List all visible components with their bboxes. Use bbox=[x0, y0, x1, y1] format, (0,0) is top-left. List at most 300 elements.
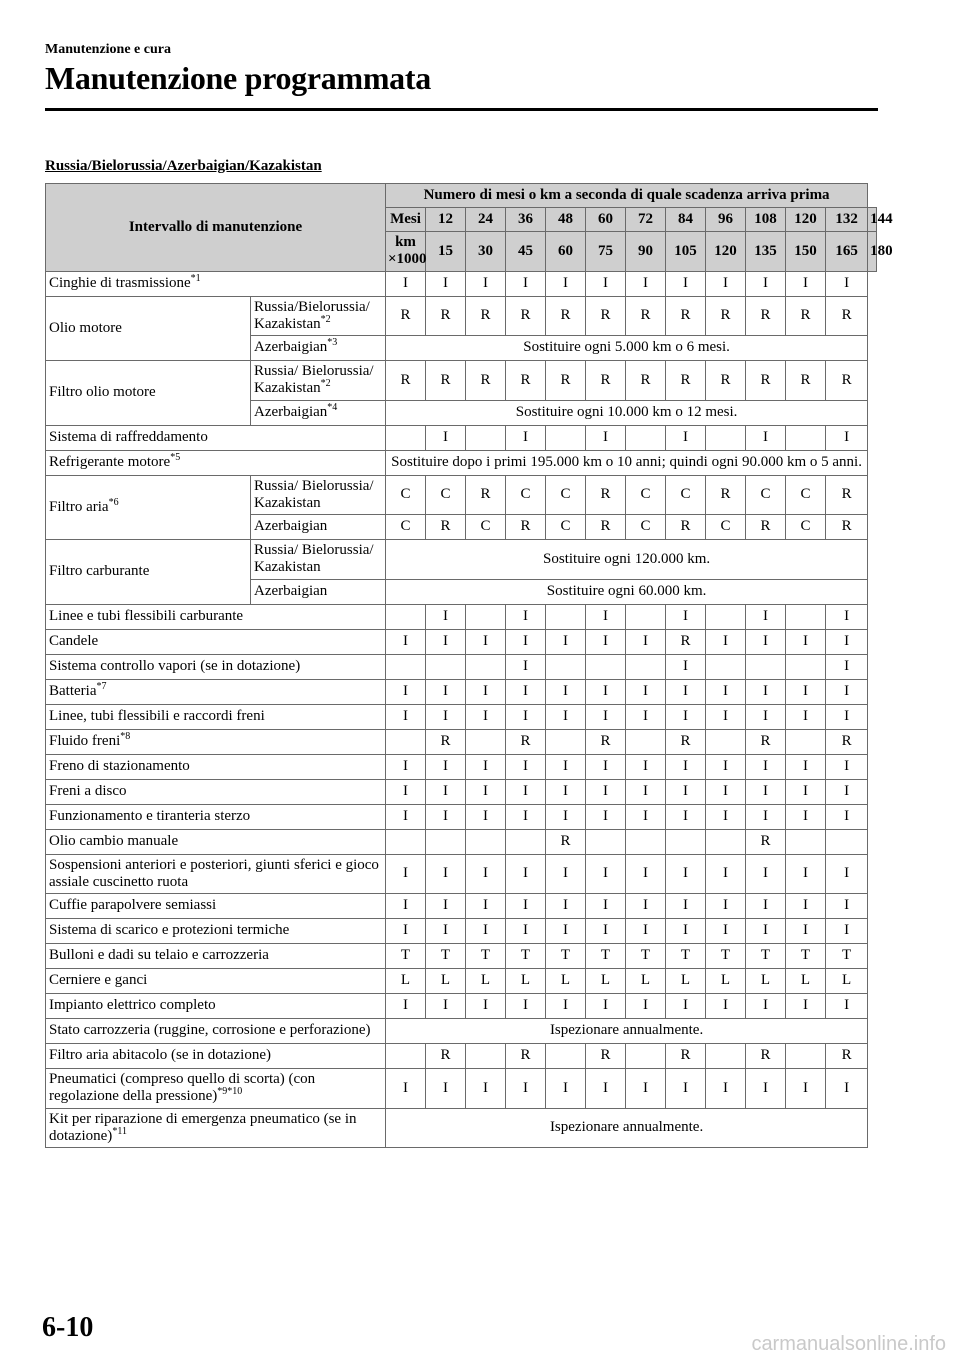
interval-value: I bbox=[466, 894, 506, 919]
item-name bbox=[46, 729, 386, 754]
region-sublabel bbox=[251, 361, 386, 401]
item-label: Filtro aria abitacolo (se in dotazione) bbox=[49, 1047, 272, 1064]
interval-value: R bbox=[666, 729, 706, 754]
interval-value: R bbox=[666, 361, 706, 401]
maintenance-schedule bbox=[45, 183, 893, 1148]
interval-value: I bbox=[626, 679, 666, 704]
interval-value: R bbox=[506, 515, 546, 540]
interval-value: I bbox=[386, 894, 426, 919]
region-sublabel-text: Azerbaigian bbox=[254, 518, 328, 535]
interval-value: I bbox=[826, 1069, 868, 1109]
interval-value: R bbox=[506, 1044, 546, 1069]
interval-value: R bbox=[666, 629, 706, 654]
interval-value: I bbox=[666, 754, 706, 779]
interval-value bbox=[466, 654, 506, 679]
interval-value: I bbox=[586, 629, 626, 654]
interval-value bbox=[586, 829, 626, 854]
item-label: Sistema di scarico e protezioni termiche bbox=[49, 922, 290, 939]
interval-value: I bbox=[626, 779, 666, 804]
interval-value: I bbox=[826, 804, 868, 829]
km-cell: 135 bbox=[746, 232, 786, 272]
interval-value: I bbox=[626, 271, 666, 296]
interval-value bbox=[626, 604, 666, 629]
item-name bbox=[46, 296, 251, 361]
interval-value: I bbox=[746, 919, 786, 944]
interval-value: C bbox=[466, 515, 506, 540]
interval-value: T bbox=[826, 944, 868, 969]
interval-value bbox=[706, 729, 746, 754]
interval-value: R bbox=[826, 515, 868, 540]
footnote-marker: *9*10 bbox=[217, 1086, 243, 1098]
table-row bbox=[46, 944, 877, 969]
months-cell: 60 bbox=[586, 208, 626, 232]
interval-value: R bbox=[586, 475, 626, 515]
interval-value: I bbox=[586, 779, 626, 804]
interval-value: I bbox=[746, 425, 786, 450]
interval-value bbox=[626, 654, 666, 679]
item-label: Freni a disco bbox=[49, 782, 127, 799]
interval-value: T bbox=[746, 944, 786, 969]
interval-value: R bbox=[746, 1044, 786, 1069]
footnote-marker: *8 bbox=[120, 730, 131, 742]
interval-value: I bbox=[586, 704, 626, 729]
item-name bbox=[46, 629, 386, 654]
interval-value: R bbox=[666, 296, 706, 336]
interval-value bbox=[626, 829, 666, 854]
interval-value: I bbox=[386, 754, 426, 779]
interval-value: I bbox=[386, 679, 426, 704]
interval-value: I bbox=[386, 1069, 426, 1109]
interval-value: C bbox=[626, 475, 666, 515]
interval-value: I bbox=[786, 1069, 826, 1109]
footnote-marker: *7 bbox=[96, 680, 107, 692]
interval-value bbox=[786, 604, 826, 629]
interval-value: I bbox=[546, 804, 586, 829]
interval-value: C bbox=[666, 475, 706, 515]
km-cell: 180 bbox=[868, 232, 877, 272]
km-cell: 165 bbox=[826, 232, 868, 272]
table-row bbox=[46, 779, 877, 804]
interval-value: I bbox=[706, 804, 746, 829]
months-cell: 96 bbox=[706, 208, 746, 232]
interval-value bbox=[706, 425, 746, 450]
interval-value: I bbox=[746, 704, 786, 729]
region-sublabel bbox=[251, 475, 386, 515]
interval-value: R bbox=[706, 296, 746, 336]
interval-value bbox=[706, 604, 746, 629]
interval-value: I bbox=[586, 994, 626, 1019]
interval-value: T bbox=[426, 944, 466, 969]
table-row bbox=[46, 829, 877, 854]
interval-value: I bbox=[826, 779, 868, 804]
interval-value: I bbox=[466, 854, 506, 894]
interval-value: L bbox=[506, 969, 546, 994]
interval-value: I bbox=[786, 919, 826, 944]
km-cell: 105 bbox=[666, 232, 706, 272]
interval-value: T bbox=[666, 944, 706, 969]
interval-value: T bbox=[546, 944, 586, 969]
interval-value: I bbox=[466, 629, 506, 654]
item-label: Sistema di raffreddamento bbox=[49, 428, 208, 445]
interval-value bbox=[386, 604, 426, 629]
interval-value: I bbox=[666, 919, 706, 944]
interval-value: I bbox=[426, 854, 466, 894]
interval-value: I bbox=[586, 425, 626, 450]
interval-value: I bbox=[586, 271, 626, 296]
interval-value: R bbox=[746, 515, 786, 540]
interval-value: R bbox=[746, 729, 786, 754]
interval-value: R bbox=[826, 475, 868, 515]
table-row bbox=[46, 271, 877, 296]
item-label: Stato carrozzeria (ruggine, corrosione e perforazione) bbox=[49, 1022, 371, 1039]
item-name bbox=[46, 475, 251, 540]
interval-value: I bbox=[706, 779, 746, 804]
interval-value: L bbox=[666, 969, 706, 994]
item-label: Freno di stazionamento bbox=[49, 757, 190, 774]
interval-value: I bbox=[466, 779, 506, 804]
interval-value: I bbox=[666, 804, 706, 829]
interval-instruction: Ispezionare annualmente. bbox=[386, 1019, 868, 1044]
interval-value: C bbox=[426, 475, 466, 515]
item-label: Bulloni e dadi su telaio e carrozzeria bbox=[49, 947, 269, 964]
interval-value: I bbox=[826, 629, 868, 654]
interval-value: R bbox=[706, 361, 746, 401]
item-name bbox=[46, 854, 386, 894]
interval-value: R bbox=[786, 296, 826, 336]
region-sublabel bbox=[251, 336, 386, 361]
item-name bbox=[46, 1019, 386, 1044]
interval-value: I bbox=[426, 704, 466, 729]
interval-value bbox=[386, 1044, 426, 1069]
interval-value: R bbox=[426, 361, 466, 401]
interval-value bbox=[626, 425, 666, 450]
interval-value: C bbox=[386, 475, 426, 515]
interval-value: L bbox=[786, 969, 826, 994]
interval-value: I bbox=[426, 779, 466, 804]
interval-value: I bbox=[386, 704, 426, 729]
interval-value: I bbox=[426, 994, 466, 1019]
interval-header: Intervallo di manutenzione bbox=[46, 184, 386, 272]
item-label: Filtro carburante bbox=[49, 563, 150, 580]
interval-value: I bbox=[466, 679, 506, 704]
item-name bbox=[46, 1044, 386, 1069]
item-label: Filtro olio motore bbox=[49, 384, 156, 401]
interval-value: I bbox=[546, 1069, 586, 1109]
region-sublabel bbox=[251, 296, 386, 336]
interval-value: I bbox=[746, 854, 786, 894]
interval-value: R bbox=[826, 729, 868, 754]
interval-value: I bbox=[426, 679, 466, 704]
interval-value: L bbox=[386, 969, 426, 994]
interval-value bbox=[786, 1044, 826, 1069]
interval-value: I bbox=[426, 604, 466, 629]
interval-value: I bbox=[506, 654, 546, 679]
interval-value: I bbox=[626, 919, 666, 944]
table-row bbox=[46, 1108, 877, 1148]
interval-value: R bbox=[706, 475, 746, 515]
table-body bbox=[46, 271, 877, 1148]
interval-value: I bbox=[746, 894, 786, 919]
interval-value: I bbox=[666, 271, 706, 296]
table-row bbox=[46, 919, 877, 944]
interval-value: I bbox=[506, 629, 546, 654]
interval-value: I bbox=[386, 271, 426, 296]
interval-value: I bbox=[826, 994, 868, 1019]
span-header: Numero di mesi o km a seconda di quale scadenza arriva prima bbox=[386, 184, 868, 208]
interval-value bbox=[586, 654, 626, 679]
interval-value: I bbox=[826, 919, 868, 944]
table-row bbox=[46, 475, 877, 515]
interval-value bbox=[746, 654, 786, 679]
interval-value: R bbox=[586, 361, 626, 401]
interval-value: I bbox=[386, 804, 426, 829]
interval-value: I bbox=[666, 1069, 706, 1109]
interval-value: I bbox=[626, 804, 666, 829]
table-row bbox=[46, 894, 877, 919]
item-label: Sospensioni anteriori e posteriori, giunti sferici e gioco assiale cuscinetto ruota bbox=[49, 856, 379, 890]
interval-value: I bbox=[706, 271, 746, 296]
item-name bbox=[46, 779, 386, 804]
interval-value: T bbox=[586, 944, 626, 969]
interval-value: R bbox=[826, 361, 868, 401]
interval-value: I bbox=[826, 654, 868, 679]
interval-value: R bbox=[426, 729, 466, 754]
interval-value: I bbox=[746, 679, 786, 704]
interval-value: R bbox=[666, 515, 706, 540]
interval-value: T bbox=[386, 944, 426, 969]
region-sublabel-text: Russia/ Bielorussia/ Kazakistan bbox=[254, 542, 374, 576]
interval-value: I bbox=[746, 271, 786, 296]
interval-value: L bbox=[826, 969, 868, 994]
interval-value: I bbox=[826, 271, 868, 296]
interval-value: I bbox=[666, 425, 706, 450]
footnote-marker: *5 bbox=[170, 451, 181, 463]
interval-value: I bbox=[546, 704, 586, 729]
item-name bbox=[46, 994, 386, 1019]
item-name bbox=[46, 919, 386, 944]
interval-value: R bbox=[666, 1044, 706, 1069]
interval-value: C bbox=[626, 515, 666, 540]
interval-value: I bbox=[466, 804, 506, 829]
interval-value: I bbox=[546, 754, 586, 779]
table-row bbox=[46, 1019, 877, 1044]
item-name bbox=[46, 654, 386, 679]
interval-value bbox=[626, 729, 666, 754]
months-label: Mesi bbox=[386, 208, 426, 232]
table-row bbox=[46, 629, 877, 654]
km-cell: 120 bbox=[706, 232, 746, 272]
item-name bbox=[46, 969, 386, 994]
interval-value: I bbox=[786, 994, 826, 1019]
interval-value: I bbox=[746, 629, 786, 654]
interval-value: I bbox=[786, 779, 826, 804]
interval-value: R bbox=[546, 296, 586, 336]
interval-value: I bbox=[706, 704, 746, 729]
interval-value bbox=[546, 654, 586, 679]
interval-value: R bbox=[586, 296, 626, 336]
region-sublabel-text: Russia/Bielorussia/ Kazakistan bbox=[254, 298, 370, 332]
interval-value: I bbox=[426, 804, 466, 829]
interval-value: I bbox=[466, 919, 506, 944]
interval-value: R bbox=[506, 729, 546, 754]
item-label: Pneumatici (compreso quello di scorta) (con regolazione della pressione) bbox=[49, 1071, 316, 1105]
interval-value bbox=[546, 729, 586, 754]
interval-value: I bbox=[826, 754, 868, 779]
table-row bbox=[46, 969, 877, 994]
footnote-marker: *6 bbox=[108, 496, 119, 508]
item-name bbox=[46, 754, 386, 779]
interval-value: T bbox=[786, 944, 826, 969]
interval-value: R bbox=[786, 361, 826, 401]
item-name bbox=[46, 271, 386, 296]
months-cell: 108 bbox=[746, 208, 786, 232]
interval-value: I bbox=[826, 854, 868, 894]
interval-value: I bbox=[386, 779, 426, 804]
interval-value: I bbox=[666, 994, 706, 1019]
table-row bbox=[46, 604, 877, 629]
table-row bbox=[46, 425, 877, 450]
region-sublabel bbox=[251, 540, 386, 580]
interval-value bbox=[466, 729, 506, 754]
interval-value bbox=[386, 425, 426, 450]
interval-value: I bbox=[786, 894, 826, 919]
interval-value: I bbox=[506, 604, 546, 629]
item-label: Refrigerante motore bbox=[49, 453, 171, 470]
interval-value: R bbox=[386, 296, 426, 336]
item-name bbox=[46, 944, 386, 969]
km-cell: 60 bbox=[546, 232, 586, 272]
interval-value: C bbox=[386, 515, 426, 540]
item-name bbox=[46, 604, 386, 629]
footnote-marker: *3 bbox=[327, 337, 338, 349]
interval-value: I bbox=[506, 854, 546, 894]
item-label: Cinghie di trasmissione bbox=[49, 274, 191, 291]
interval-instruction: Sostituire ogni 60.000 km. bbox=[386, 579, 868, 604]
interval-value: I bbox=[706, 679, 746, 704]
interval-value: I bbox=[426, 271, 466, 296]
interval-value: R bbox=[426, 296, 466, 336]
item-label: Olio motore bbox=[49, 319, 122, 336]
interval-instruction: Sostituire dopo i primi 195.000 km o 10 anni; quindi ogni 90.000 km o 5 anni. bbox=[386, 450, 868, 475]
interval-value: I bbox=[586, 804, 626, 829]
interval-value: I bbox=[546, 779, 586, 804]
interval-value: I bbox=[586, 604, 626, 629]
interval-value: I bbox=[506, 425, 546, 450]
interval-value: R bbox=[426, 515, 466, 540]
interval-value: I bbox=[546, 629, 586, 654]
table-row bbox=[46, 1069, 877, 1109]
item-label: Kit per riparazione di emergenza pneumatico (se in dotazione) bbox=[49, 1110, 357, 1144]
interval-value: R bbox=[586, 515, 626, 540]
interval-value: I bbox=[826, 679, 868, 704]
interval-value: C bbox=[546, 475, 586, 515]
interval-value: I bbox=[706, 994, 746, 1019]
interval-value: R bbox=[546, 829, 586, 854]
item-name bbox=[46, 704, 386, 729]
item-label: Sistema controllo vapori (se in dotazione) bbox=[49, 657, 301, 674]
item-label: Impianto elettrico completo bbox=[49, 997, 216, 1014]
interval-value: I bbox=[586, 854, 626, 894]
region-sublabel-text: Azerbaigian bbox=[254, 582, 328, 599]
interval-value: I bbox=[706, 1069, 746, 1109]
item-label: Batteria bbox=[49, 682, 97, 699]
interval-instruction: Sostituire ogni 10.000 km o 12 mesi. bbox=[386, 400, 868, 425]
interval-value: I bbox=[666, 654, 706, 679]
table-row bbox=[46, 854, 877, 894]
item-name bbox=[46, 804, 386, 829]
item-label: Candele bbox=[49, 632, 99, 649]
interval-value: I bbox=[466, 271, 506, 296]
months-cell: 36 bbox=[506, 208, 546, 232]
interval-value: I bbox=[666, 854, 706, 894]
interval-value: T bbox=[466, 944, 506, 969]
interval-value: R bbox=[586, 1044, 626, 1069]
months-cell: 24 bbox=[466, 208, 506, 232]
interval-value: I bbox=[466, 704, 506, 729]
interval-value bbox=[386, 654, 426, 679]
footnote-marker: *2 bbox=[320, 378, 331, 390]
interval-value bbox=[706, 654, 746, 679]
interval-value bbox=[466, 604, 506, 629]
interval-value: I bbox=[586, 919, 626, 944]
km-cell: 90 bbox=[626, 232, 666, 272]
interval-value: I bbox=[706, 754, 746, 779]
table-row bbox=[46, 296, 877, 336]
interval-value: R bbox=[426, 1044, 466, 1069]
footnote-marker: *11 bbox=[112, 1125, 127, 1137]
interval-value: L bbox=[746, 969, 786, 994]
interval-value bbox=[546, 1044, 586, 1069]
interval-value: T bbox=[506, 944, 546, 969]
interval-value: I bbox=[786, 754, 826, 779]
item-label: Funzionamento e tiranteria sterzo bbox=[49, 807, 251, 824]
interval-value: I bbox=[826, 704, 868, 729]
interval-value bbox=[666, 829, 706, 854]
interval-value: I bbox=[506, 779, 546, 804]
interval-value: C bbox=[746, 475, 786, 515]
months-cell: 144 bbox=[868, 208, 877, 232]
table-row bbox=[46, 729, 877, 754]
interval-value: I bbox=[786, 629, 826, 654]
interval-value: R bbox=[626, 361, 666, 401]
interval-value: I bbox=[626, 994, 666, 1019]
interval-value: I bbox=[546, 894, 586, 919]
table-row bbox=[46, 754, 877, 779]
interval-value: I bbox=[466, 754, 506, 779]
interval-instruction: Sostituire ogni 120.000 km. bbox=[386, 540, 868, 580]
item-label: Linee e tubi flessibili carburante bbox=[49, 607, 244, 624]
interval-value: I bbox=[546, 679, 586, 704]
interval-value: I bbox=[386, 854, 426, 894]
region-sublabel-text: Azerbaigian bbox=[254, 403, 328, 420]
km-cell: 150 bbox=[786, 232, 826, 272]
interval-value: L bbox=[706, 969, 746, 994]
interval-value: I bbox=[546, 854, 586, 894]
interval-value: I bbox=[746, 1069, 786, 1109]
interval-value: I bbox=[586, 894, 626, 919]
item-label: Linee, tubi flessibili e raccordi freni bbox=[49, 707, 265, 724]
interval-value: R bbox=[506, 296, 546, 336]
interval-value: I bbox=[746, 804, 786, 829]
table-row bbox=[46, 994, 877, 1019]
months-cell: 132 bbox=[826, 208, 868, 232]
interval-value: I bbox=[426, 754, 466, 779]
interval-value bbox=[786, 425, 826, 450]
item-name bbox=[46, 361, 251, 426]
km-cell: 45 bbox=[506, 232, 546, 272]
item-name bbox=[46, 894, 386, 919]
interval-value: I bbox=[786, 804, 826, 829]
